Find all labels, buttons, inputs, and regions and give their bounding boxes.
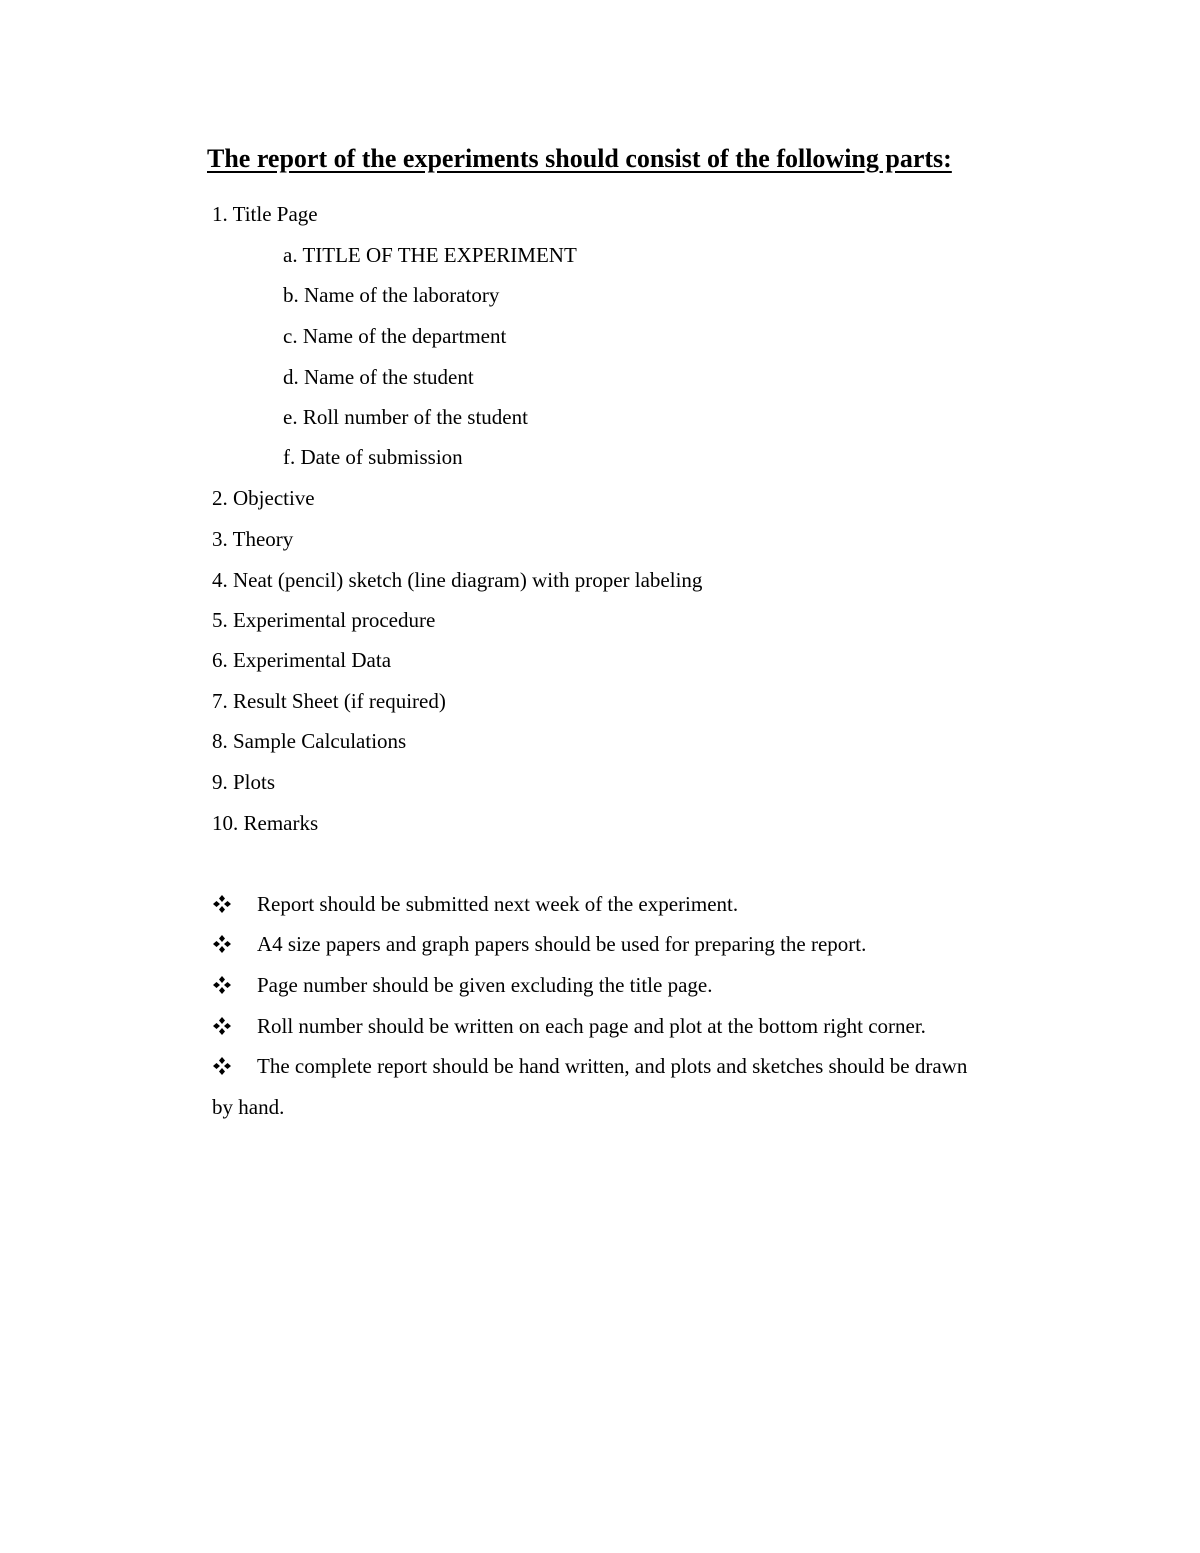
- sub-item-student-name: d. Name of the student: [283, 365, 474, 389]
- four-diamond-bullet-icon: [212, 894, 232, 914]
- sub-item-laboratory: b. Name of the laboratory: [283, 283, 500, 307]
- list-item-objective: 2. Objective: [212, 486, 315, 510]
- note-text: A4 size papers and graph papers should be used for preparing the report.: [257, 932, 867, 956]
- sub-item-date: f. Date of submission: [283, 445, 463, 469]
- four-diamond-bullet-icon: [212, 975, 232, 995]
- four-diamond-bullet-icon: [212, 1016, 232, 1036]
- note-text: Page number should be given excluding the title page.: [257, 973, 713, 997]
- note-text: Report should be submitted next week of the experiment.: [257, 892, 739, 916]
- list-item-plots: 9. Plots: [212, 770, 276, 794]
- list-item-title-page: 1. Title Page: [212, 202, 318, 226]
- four-diamond-bullet-icon: [212, 934, 232, 954]
- list-item-remarks: 10. Remarks: [212, 811, 319, 835]
- note-text: Roll number should be written on each page and plot at the bottom right corner.: [257, 1014, 926, 1038]
- list-item-result-sheet: 7. Result Sheet (if required): [212, 689, 446, 713]
- four-diamond-bullet-icon: [212, 1056, 232, 1076]
- list-item-procedure: 5. Experimental procedure: [212, 608, 436, 632]
- list-item-theory: 3. Theory: [212, 527, 294, 551]
- list-item-sketch: 4. Neat (pencil) sketch (line diagram) with proper labeling: [212, 568, 703, 592]
- list-item-data: 6. Experimental Data: [212, 648, 392, 672]
- sub-item-department: c. Name of the department: [283, 324, 507, 348]
- note-text: The complete report should be hand written, and plots and sketches should be drawn: [257, 1054, 968, 1078]
- list-item-calculations: 8. Sample Calculations: [212, 729, 407, 753]
- page-heading: The report of the experiments should consist of the following parts:: [207, 144, 952, 173]
- note-continuation: by hand.: [212, 1095, 285, 1119]
- sub-item-title-of-experiment: a. TITLE OF THE EXPERIMENT: [283, 243, 577, 267]
- sub-item-roll-number: e. Roll number of the student: [283, 405, 528, 429]
